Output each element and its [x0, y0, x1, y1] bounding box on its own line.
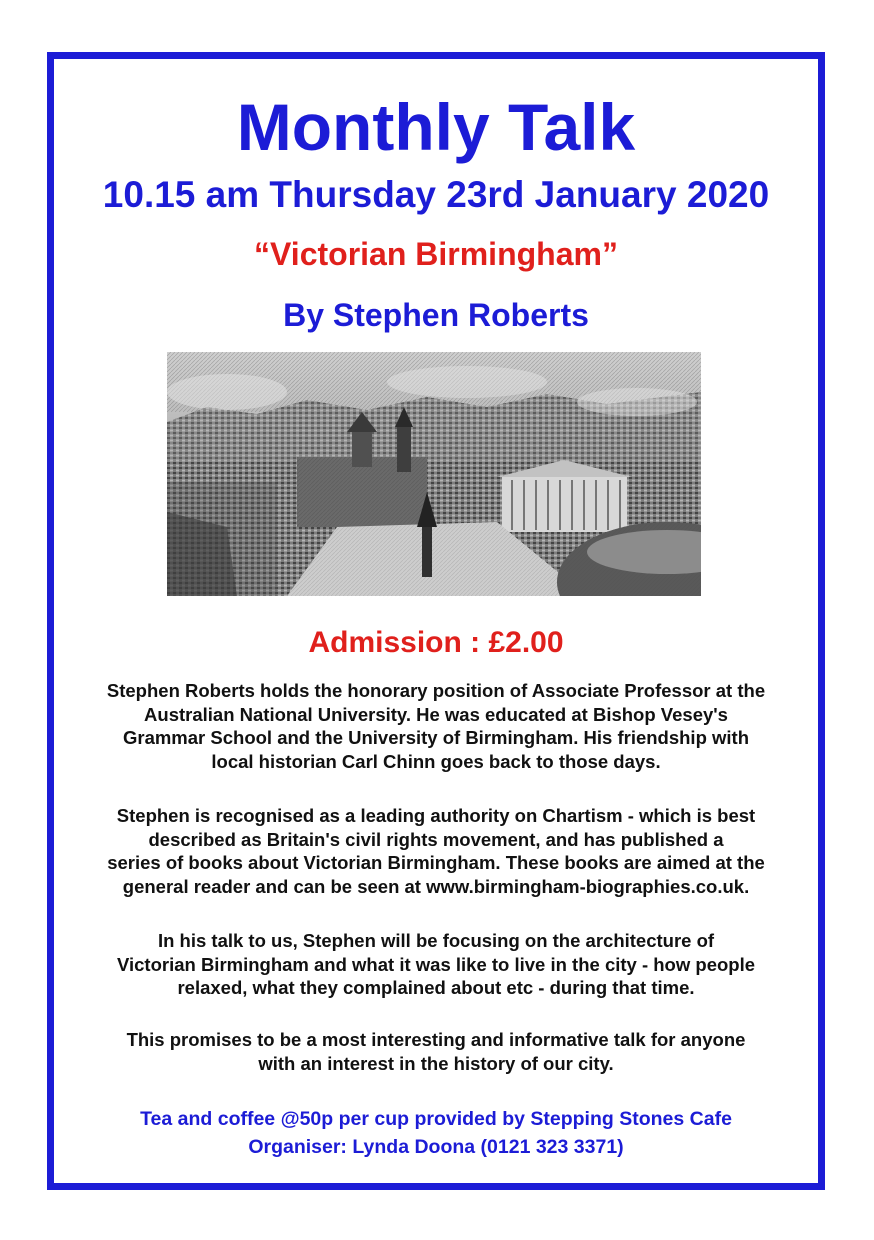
poster-footer — [54, 1105, 818, 1161]
talk-description-paragraph — [74, 929, 798, 1000]
talk-title: “Victorian Birmingham” — [254, 236, 618, 272]
text-line: described as Britain's civil rights movement, and has published a — [148, 828, 724, 850]
text-line: In his talk to us, Stephen will be focusing on the architecture of — [157, 930, 715, 951]
speaker-expertise-paragraph — [74, 804, 798, 898]
text-line: Australian National University. He was educated at Bishop Vesey's — [144, 703, 728, 725]
organiser-contact: Organiser: Lynda Doona (0121 323 3371) — [248, 1136, 624, 1158]
text-line: local historian Carl Chinn goes back to those days. — [211, 750, 661, 772]
victorian-birmingham-engraving — [167, 352, 701, 596]
speaker-byline: By Stephen Roberts — [283, 297, 589, 333]
closing-paragraph — [74, 1028, 798, 1075]
refreshments-note: Tea and coffee @50p per cup provided by Stepping Stones Cafe — [140, 1108, 732, 1130]
text-line: Grammar School and the University of Birmingham. His friendship with — [122, 727, 750, 748]
text-line: Stephen is recognised as a leading authority on Chartism - which is best — [116, 805, 756, 826]
admission-price: Admission : £2.00 — [308, 626, 564, 659]
text-line: This promises to be a most interesting and informative talk for anyone — [126, 1029, 746, 1050]
event-date-time: 10.15 am Thursday 23rd January 2020 — [102, 174, 770, 215]
text-line: with an interest in the history of our city. — [258, 1052, 614, 1074]
speaker-bio-paragraph — [74, 679, 798, 773]
poster-title: Monthly Talk — [236, 90, 636, 164]
text-line: relaxed, what they complained about etc - during that time. — [177, 977, 695, 998]
text-line: Victorian Birmingham and what it was like to live in the city - how people — [116, 953, 756, 975]
text-line: general reader and can be seen at www.birmingham-biographies.co.uk. — [122, 875, 750, 897]
text-line: Stephen Roberts holds the honorary position of Associate Professor at the — [106, 680, 766, 701]
text-line: series of books about Victorian Birmingham. These books are aimed at the — [107, 852, 765, 873]
poster-border — [47, 52, 825, 1190]
